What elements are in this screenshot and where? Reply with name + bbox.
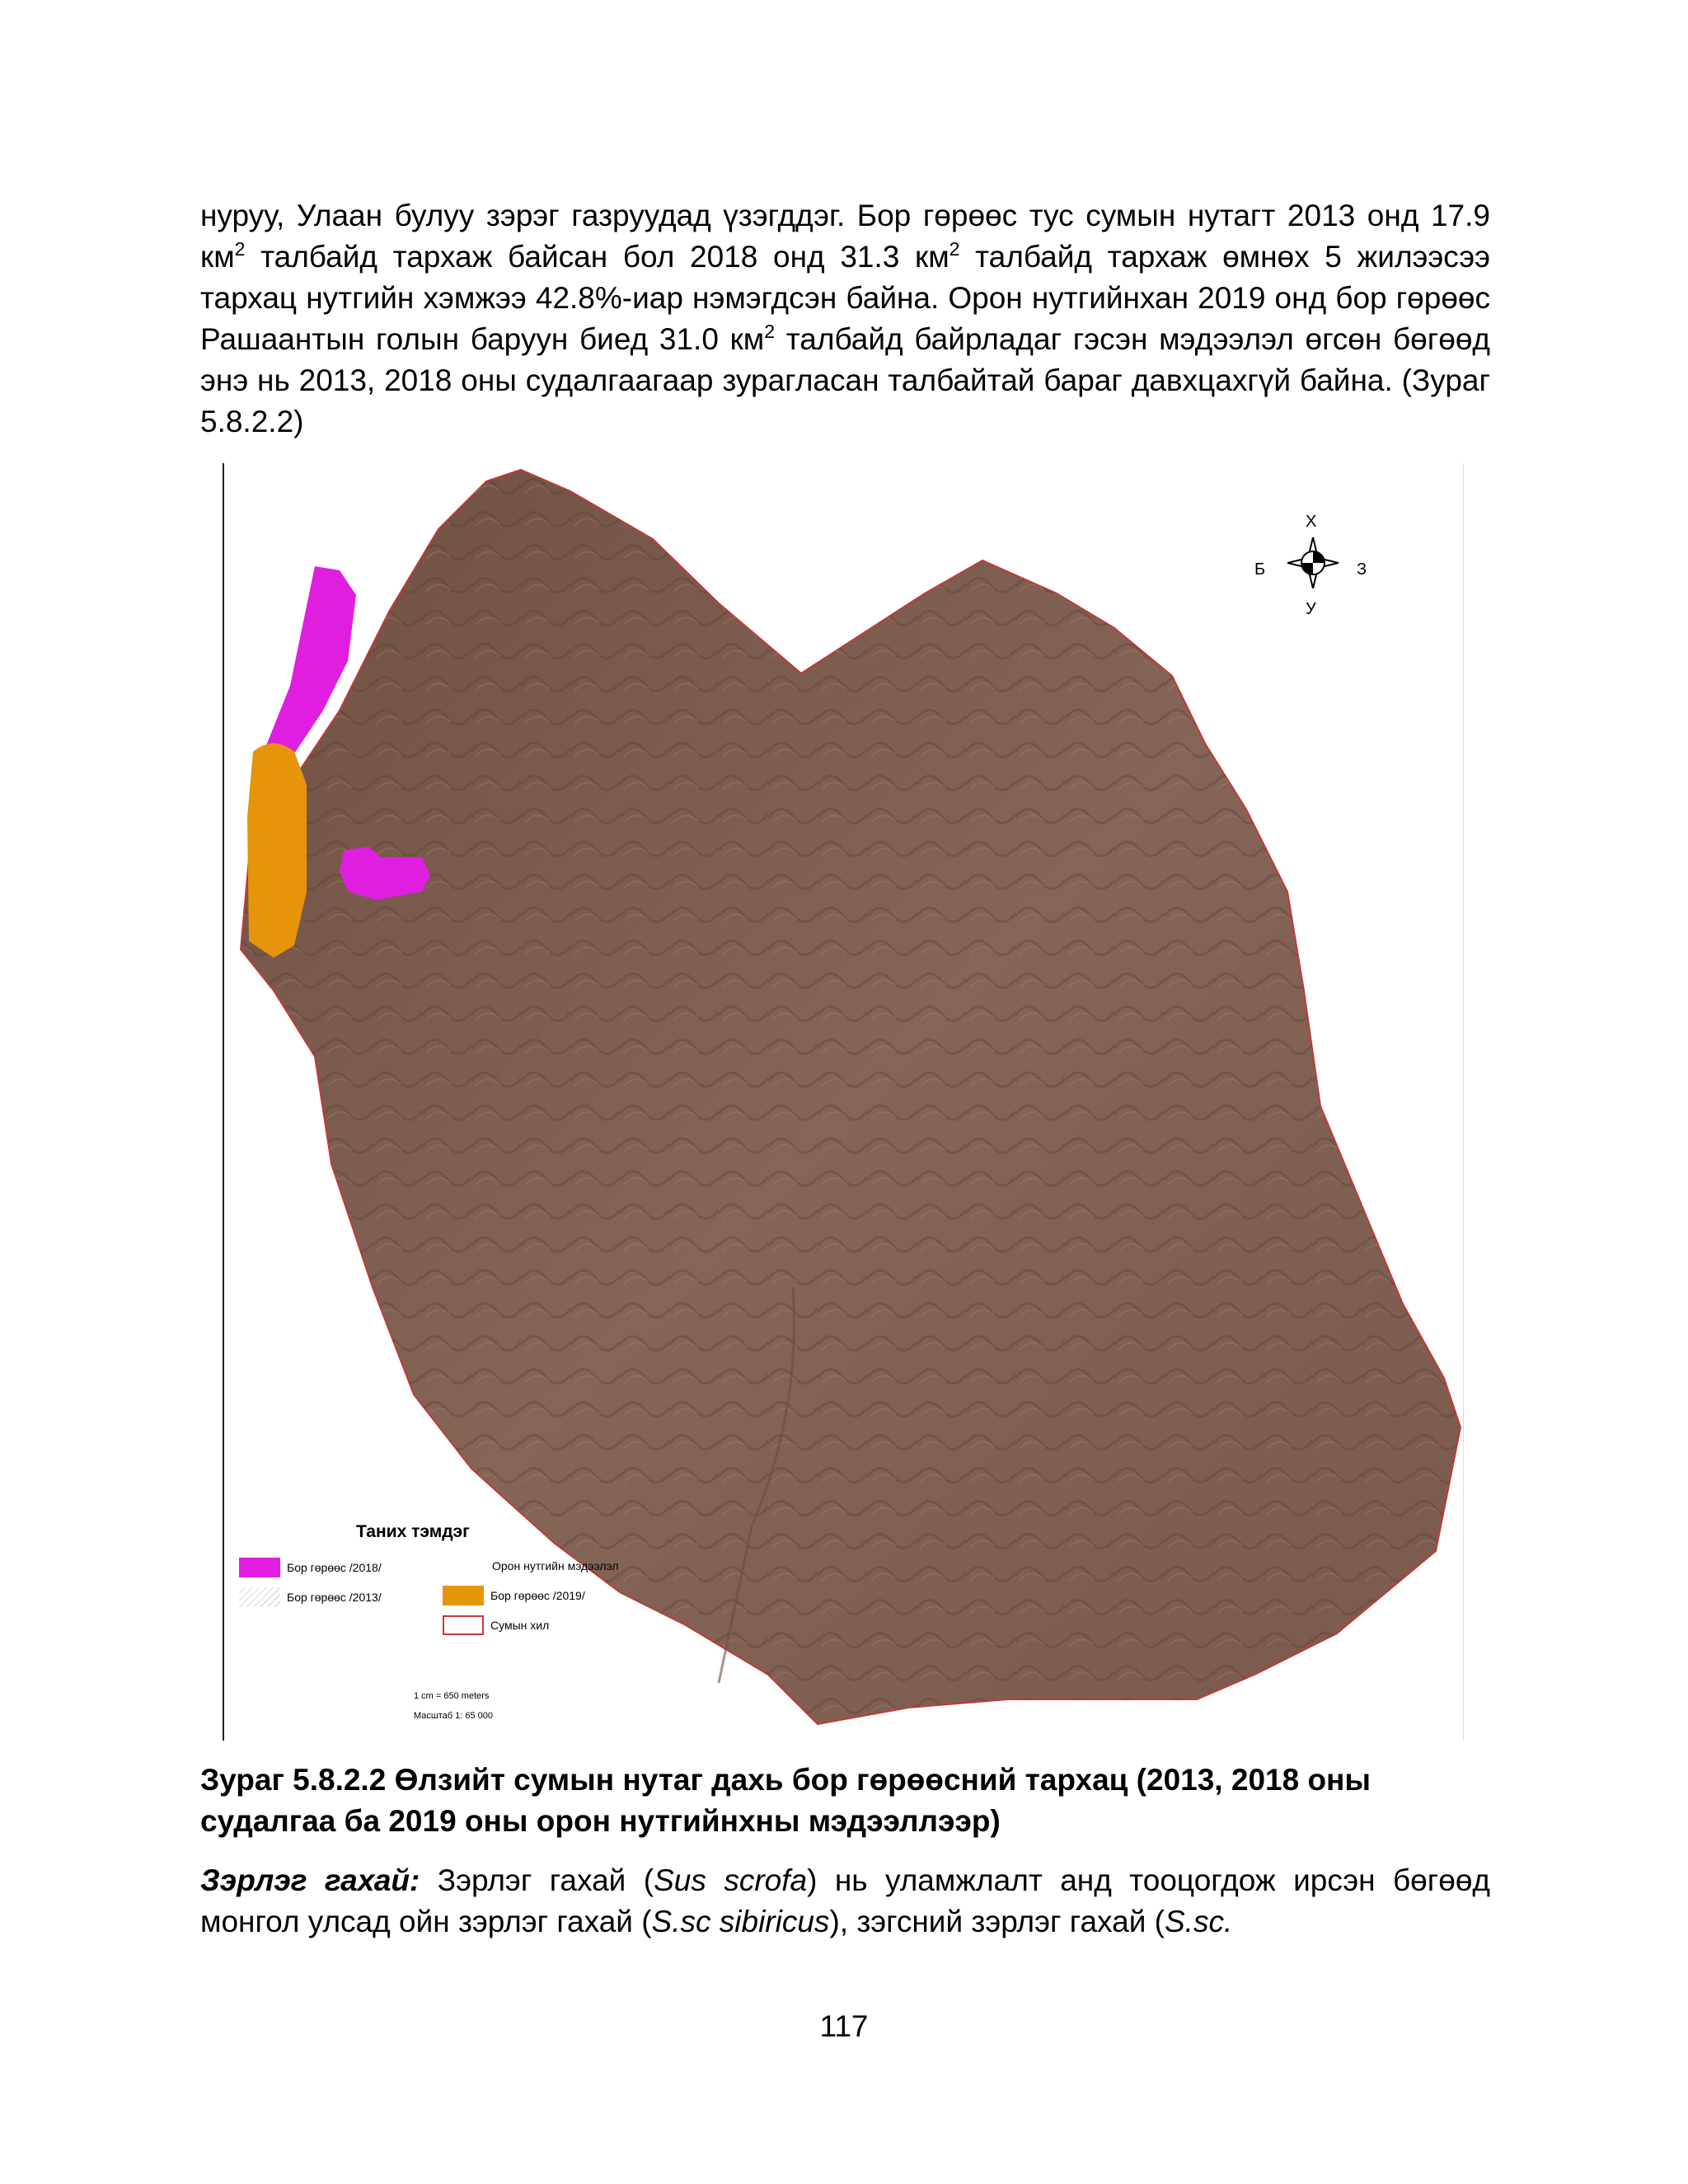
species-name: S.sc sibiricus: [651, 1905, 830, 1938]
superscript: 2: [234, 238, 246, 260]
body-paragraph-2: [200, 1860, 1490, 1943]
legend-title: Таних тэмдэг: [356, 1522, 470, 1541]
legend-item-bor-2013: [239, 1587, 382, 1607]
compass-north-label: Х: [1306, 513, 1317, 531]
paragraph-text: нуруу, Улаан булуу зэрэг газруудад үзэгддэг. Бор гөрөөс тус сумын нутагт 2013 онд 17.9 км: [200, 199, 1490, 274]
superscript: 2: [764, 321, 776, 342]
legend-label: Сумын хил: [490, 1619, 550, 1632]
page-number: 117: [819, 2009, 869, 2043]
legend-item-bor-2019: [443, 1586, 585, 1605]
compass-south-label: У: [1306, 600, 1316, 618]
compass-icon: [1287, 537, 1339, 588]
compass-rose: [1254, 513, 1370, 620]
bor-2019-area: [247, 743, 307, 958]
terrain-map-svg: [224, 463, 1464, 1741]
term-heading: Зэрлэг гахай:: [200, 1863, 420, 1897]
distribution-map: [223, 463, 1464, 1741]
scale-ratio: Масштаб 1: 65 000: [414, 1711, 493, 1721]
legend-item-local: [492, 1559, 619, 1572]
legend-label: Бор гөрөөс /2013/: [287, 1591, 382, 1604]
compass-west-label: Б: [1254, 560, 1266, 579]
compass-east-label: З: [1357, 560, 1367, 579]
paragraph-text: талбайд тархаж байсан бол 2018 онд 31.3 км: [245, 240, 950, 274]
legend-label: Бор гөрөөс /2018/: [287, 1561, 382, 1574]
paragraph-text: ) нь уламжлалт анд тооцогдож ирсэн бөгөөд монгол улсад ойн зэрлэг гахай (: [200, 1863, 1490, 1938]
paragraph-text: талбайд байрладаг гэсэн мэдээлэл өгсөн бөгөөд энэ нь 2013, 2018 оны судалгаагаар зурагласан талбайтай бараг давхцахгүй байна. (Зураг 5.8.2.2): [200, 322, 1490, 438]
body-paragraph-1: [200, 195, 1490, 443]
figure-caption: Зураг 5.8.2.2 Өлзийт сумын нутаг дахь бор гөрөөсний тархац (2013, 2018 оны судалгаа ба 2019 оны орон нутгийнхны мэдээллээр): [200, 1763, 1372, 1838]
legend-swatch-boundary: [443, 1615, 484, 1635]
scale-text: 1 cm = 650 meters: [414, 1691, 490, 1701]
legend-swatch-magenta: [239, 1558, 280, 1577]
species-name: S.sc.: [1165, 1905, 1233, 1938]
paragraph-text: Зэрлэг гахай (: [420, 1863, 654, 1897]
legend-swatch-hatched: [239, 1587, 280, 1607]
paragraph-text: ), зэгсний зэрлэг гахай (: [829, 1905, 1165, 1938]
legend-item-boundary: [443, 1615, 549, 1635]
legend-label: Бор гөрөөс /2019/: [490, 1589, 585, 1602]
legend-label: Орон нутгийн мэдээлэл: [492, 1559, 619, 1572]
species-name: Sus scrofa: [654, 1863, 808, 1897]
superscript: 2: [949, 238, 960, 260]
paragraph-text: талбайд тархаж өмнөх 5 жилээсээ тархац нутгийн хэмжээ 42.8%-иар нэмэгдсэн байна. Орон нутгийнхан 2019 онд бор гөрөөс Рашаантын голын баруун биед 31.0 км: [200, 240, 1490, 356]
legend-item-bor-2018: [239, 1558, 382, 1577]
legend-swatch-orange: [443, 1586, 484, 1605]
